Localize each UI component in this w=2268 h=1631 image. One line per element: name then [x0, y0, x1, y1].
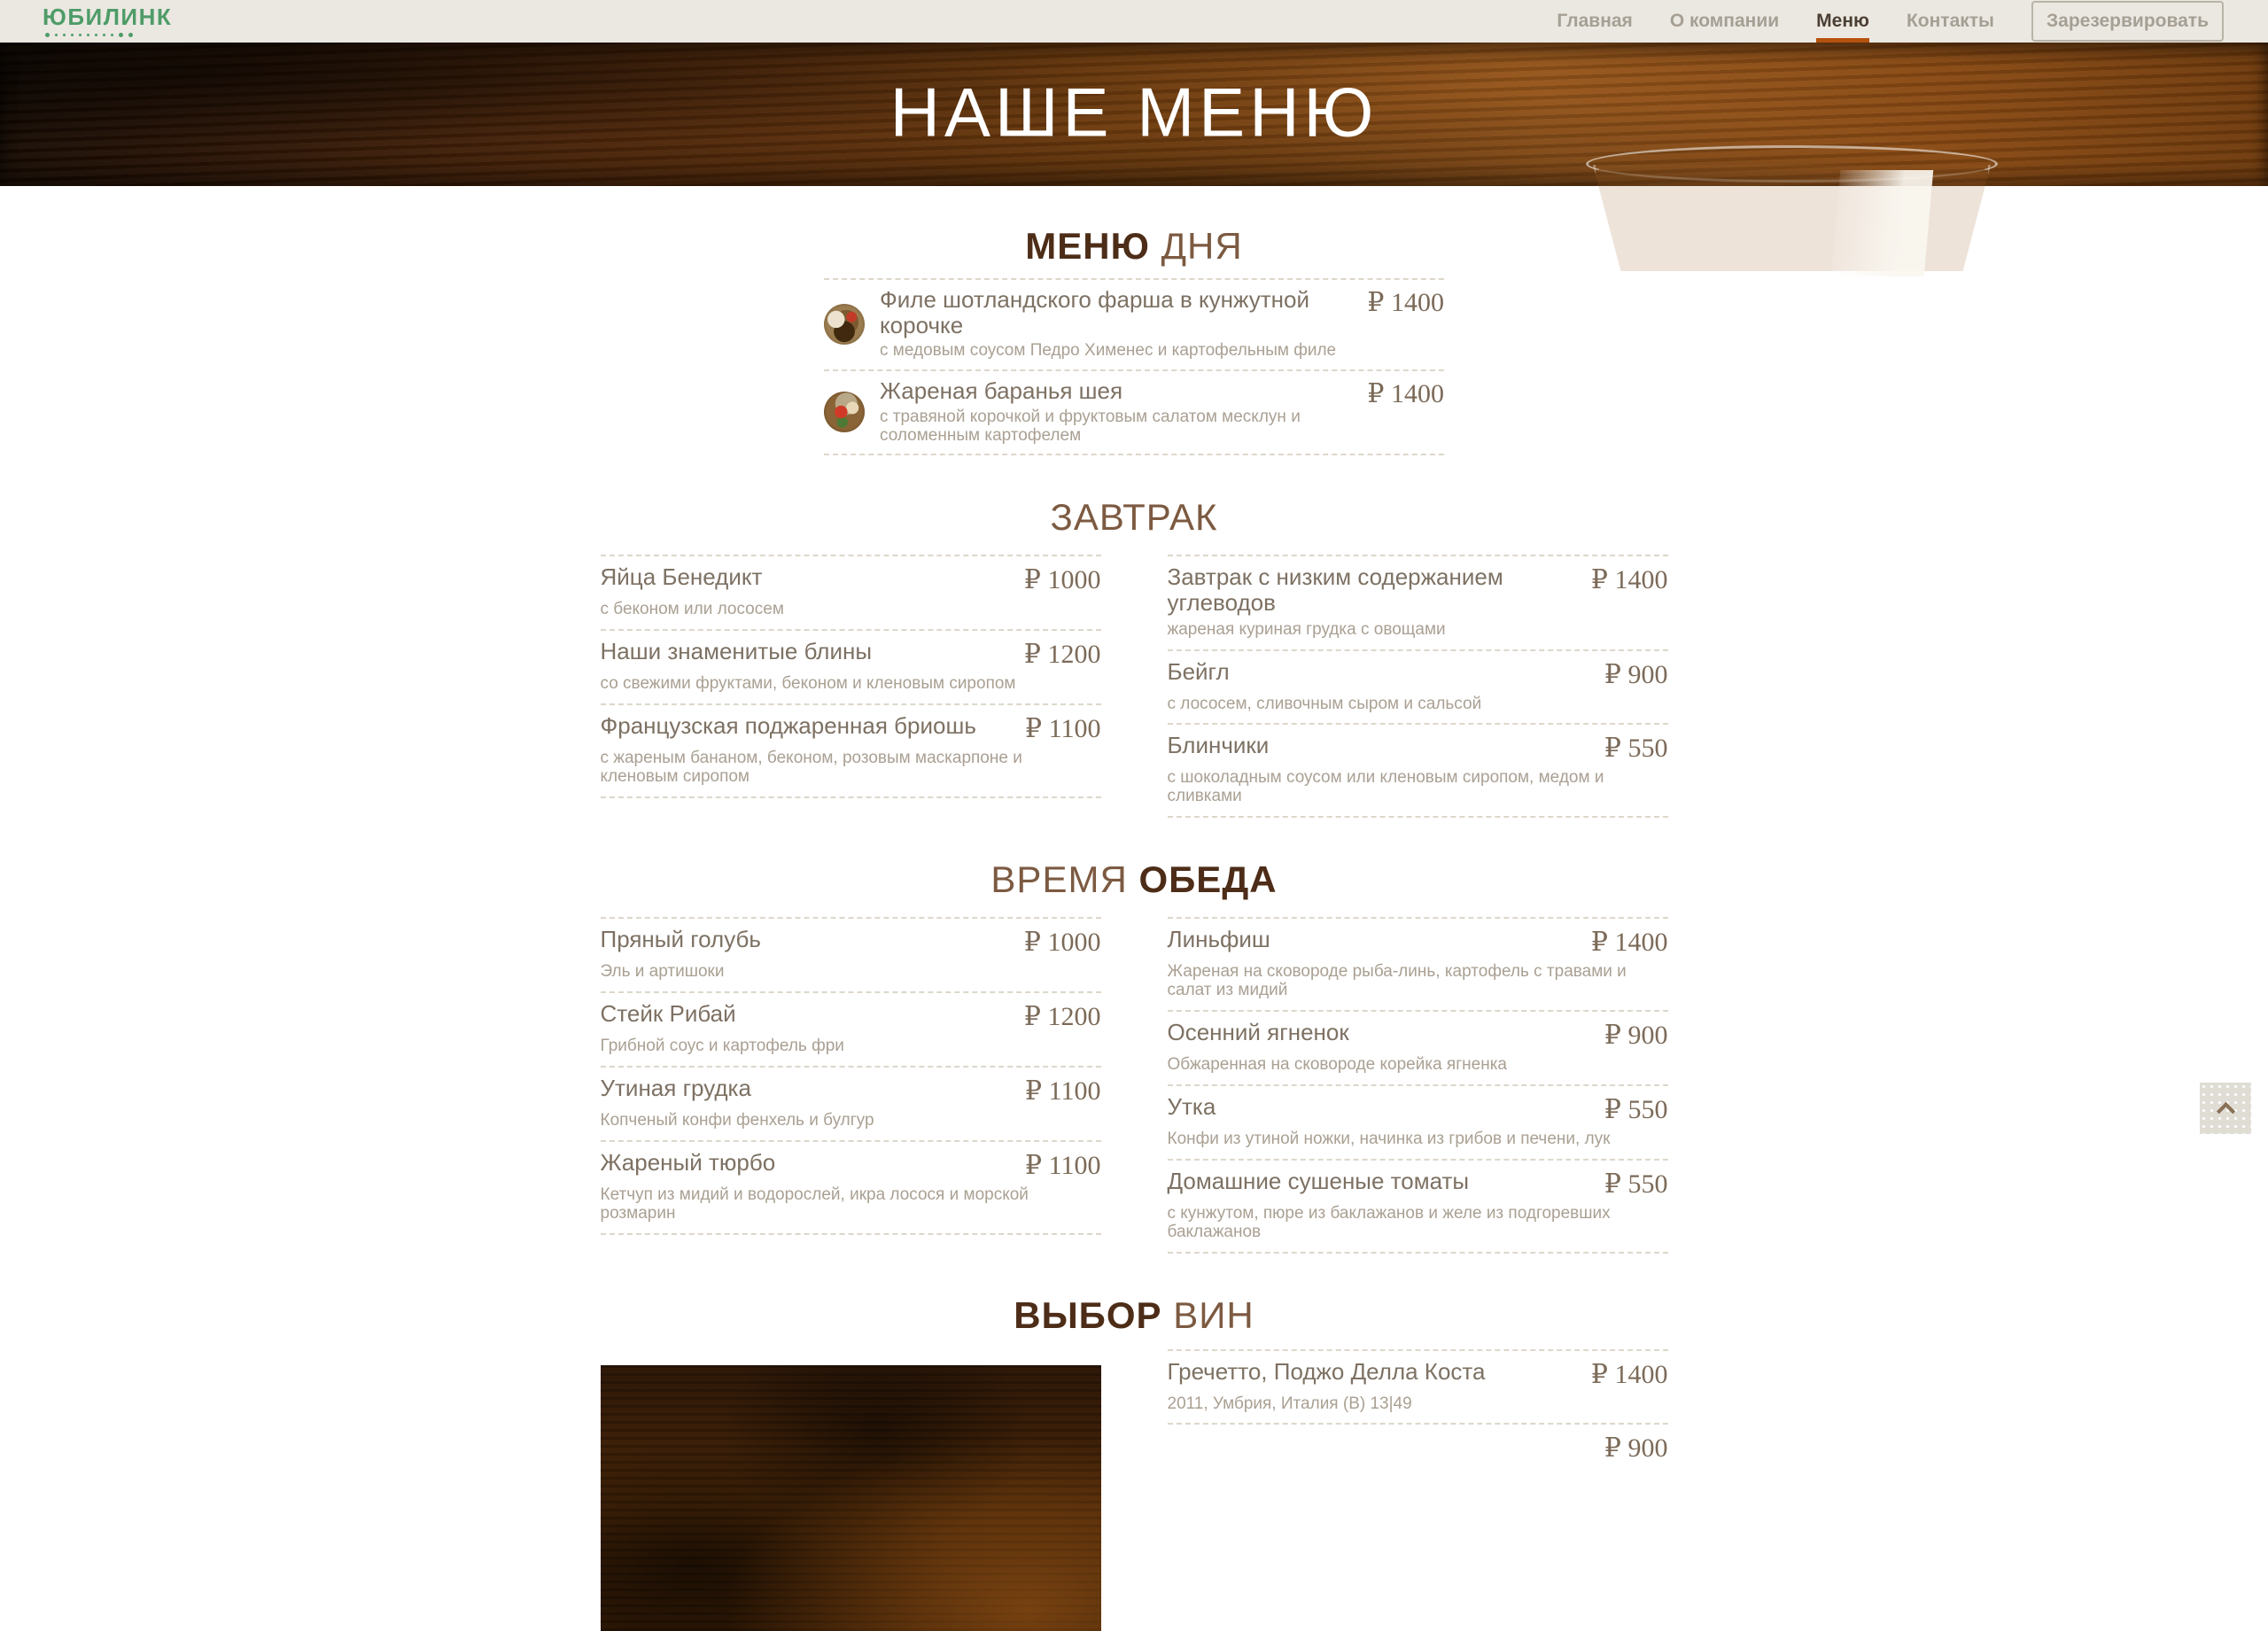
dish-description: с медовым соусом Педро Хименес и картофельным филе: [880, 341, 1337, 361]
dish-description: Жареная на сковороде рыба-линь, картофель с травами и салат из мидий: [1167, 962, 1627, 1000]
dish-price: ₽ 1100: [1025, 1150, 1101, 1180]
dish-price: ₽ 1400: [1590, 928, 1668, 958]
menu-item: [601, 991, 1101, 1066]
dish-description: Грибной соус и картофель фри: [600, 1037, 844, 1056]
section-breakfast: [0, 496, 2268, 818]
dish-price: ₽ 1100: [1025, 1076, 1101, 1106]
page-title: НАШЕ МЕНЮ: [889, 73, 1379, 151]
wine-cellar-image: [601, 1365, 1101, 1631]
lunch-title: [0, 858, 2268, 901]
dish-name: Наши знаменитые блины: [600, 638, 873, 665]
dish-name: Пряный голубь: [600, 926, 761, 953]
menu-item: [824, 369, 1444, 455]
lunch-list: [601, 917, 1668, 1253]
wine-right-column: [1168, 1349, 1668, 1631]
menu-day-list: [824, 278, 1444, 455]
dish-name: Блинчики: [1167, 732, 1270, 759]
wine-title-bold: ВЫБОР: [1014, 1293, 1162, 1336]
reserve-button[interactable]: Зарезервировать: [2031, 1, 2224, 42]
menu-item: [601, 555, 1101, 629]
menu-day-title-bold: МЕНЮ: [1025, 225, 1150, 267]
menu-item: [1168, 649, 1668, 724]
dish-description: с травяной корочкой и фруктовым салатом месклун и соломенным картофелем: [880, 407, 1301, 445]
menu-item: [601, 1066, 1101, 1140]
dish-name: Бейгл: [1167, 657, 1230, 685]
header: [0, 0, 2268, 43]
scroll-to-top-button[interactable]: [2200, 1083, 2251, 1134]
dish-description: Обжаренная на сковороде корейка ягненка: [1167, 1054, 1507, 1074]
menu-item: [601, 629, 1101, 703]
menu-item: [1168, 1084, 1668, 1159]
dish-description: с беконом или лососем: [600, 600, 784, 619]
dish-name: Линьфиш: [1167, 926, 1270, 953]
lunch-right-column: [1168, 917, 1668, 1253]
logo-dots-icon: [43, 33, 172, 37]
breakfast-right-column: [1168, 555, 1668, 818]
dish-name: Утиная грудка: [600, 1074, 751, 1101]
logo-text: ЮБИЛИНК: [43, 4, 173, 30]
dish-price: ₽ 1200: [1023, 640, 1101, 670]
dish-name: Утка: [1167, 1092, 1216, 1120]
breakfast-title-text: ЗАВТРАК: [1050, 496, 1218, 539]
section-lunch: [0, 858, 2268, 1253]
nav-item-contacts[interactable]: Контакты: [1906, 11, 1994, 31]
lunch-title-bold: ОБЕДА: [1127, 858, 1278, 901]
breakfast-title: [0, 496, 2268, 539]
dish-price: ₽ 900: [1604, 1433, 1668, 1464]
dish-price: ₽ 1000: [1023, 928, 1101, 958]
dish-description: Конфи из утиной ножки, начинка из грибов и печени, лук: [1167, 1129, 1611, 1148]
lunch-left-column: [601, 917, 1101, 1253]
wine-title-light: ВИН: [1161, 1293, 1254, 1336]
dish-description: с шоколадным соусом или кленовым сиропом, медом и сливками: [1167, 768, 1604, 806]
logo[interactable]: [43, 5, 172, 37]
nav-item-menu[interactable]: Меню: [1816, 0, 1869, 43]
dish-thumbnail: [824, 392, 865, 432]
menu-item: [601, 703, 1101, 798]
hero-banner: [0, 43, 2268, 186]
dish-description: Эль и артишоки: [600, 962, 725, 982]
dish-name: Жареный тюрбо: [600, 1148, 776, 1176]
dish-name: Жареная баранья шея: [880, 377, 1123, 405]
wine-left-column: [601, 1349, 1101, 1631]
chevron-up-icon: [2216, 1102, 2234, 1121]
section-wine: [0, 1294, 2268, 1631]
dish-price: ₽ 550: [1604, 1169, 1668, 1199]
dish-description: с жареным бананом, беконом, розовым маскарпоне и кленовым сиропом: [600, 749, 1022, 787]
wine-title: [0, 1294, 2268, 1337]
menu-item: [1168, 1010, 1668, 1084]
dish-price: ₽ 550: [1604, 734, 1668, 764]
menu-item: [1168, 555, 1668, 649]
menu-item: [1168, 1423, 1668, 1479]
dish-name: Осенний ягненок: [1167, 1018, 1349, 1045]
dish-price: ₽ 900: [1604, 659, 1668, 689]
menu-day-title-light: ДНЯ: [1149, 225, 1243, 267]
dish-price: ₽ 1000: [1023, 565, 1101, 595]
menu-item: [1168, 917, 1668, 1010]
dish-description: с кунжутом, пюре из баклажанов и желе из подгоревших баклажанов: [1167, 1203, 1611, 1241]
dish-description: Кетчуп из мидий и водорослей, икра лосося и морской розмарин: [600, 1184, 1029, 1223]
dish-description: жареная куриная грудка с овощами: [1167, 619, 1446, 639]
wine-glass-image: [1586, 145, 1998, 198]
menu-item: [1168, 1349, 1668, 1424]
dish-price: ₽ 1400: [1367, 288, 1444, 317]
wine-list: [601, 1349, 1668, 1631]
dish-price: ₽ 900: [1604, 1020, 1668, 1050]
dish-price: ₽ 1100: [1025, 714, 1101, 744]
dish-price: ₽ 1400: [1590, 565, 1668, 595]
dish-description: с лососем, сливочным сыром и сальсой: [1167, 694, 1482, 713]
dish-name: Филе шотландского фарша в кунжутной корочке: [880, 286, 1309, 338]
dish-price: ₽ 1400: [1367, 379, 1444, 409]
main-nav: [1519, 0, 2224, 43]
dish-description: Копченый конфи фенхель и булгур: [600, 1110, 874, 1130]
menu-item: [1168, 1159, 1668, 1254]
dish-thumbnail: [824, 304, 865, 345]
dish-name: Гречетто, Поджо Делла Коста: [1167, 1357, 1486, 1385]
dish-description: со свежими фруктами, беконом и кленовым сиропом: [600, 674, 1016, 694]
breakfast-left-column: [601, 555, 1101, 818]
dish-price: ₽ 550: [1604, 1094, 1668, 1124]
menu-item: [601, 1140, 1101, 1235]
nav-item-home[interactable]: Главная: [1557, 11, 1633, 31]
nav-item-about[interactable]: О компании: [1669, 11, 1780, 31]
dish-name: Яйца Бенедикт: [600, 563, 763, 591]
dish-name: Французская поджаренная бриошь: [600, 712, 976, 740]
lunch-title-light: ВРЕМЯ: [990, 858, 1128, 901]
menu-item: [1168, 723, 1668, 818]
menu-item: [824, 278, 1444, 369]
dish-price: ₽ 1400: [1590, 1359, 1668, 1389]
dish-name: Стейк Рибай: [600, 1000, 736, 1028]
menu-item: [601, 917, 1101, 991]
dish-name: Завтрак с низким содержанием углеводов: [1167, 563, 1503, 617]
breakfast-list: [601, 555, 1668, 818]
dish-price: ₽ 1200: [1023, 1002, 1101, 1032]
dish-description: 2011, Умбрия, Италия (В) 13|49: [1167, 1394, 1412, 1413]
dish-name: Домашние сушеные томаты: [1167, 1167, 1470, 1194]
